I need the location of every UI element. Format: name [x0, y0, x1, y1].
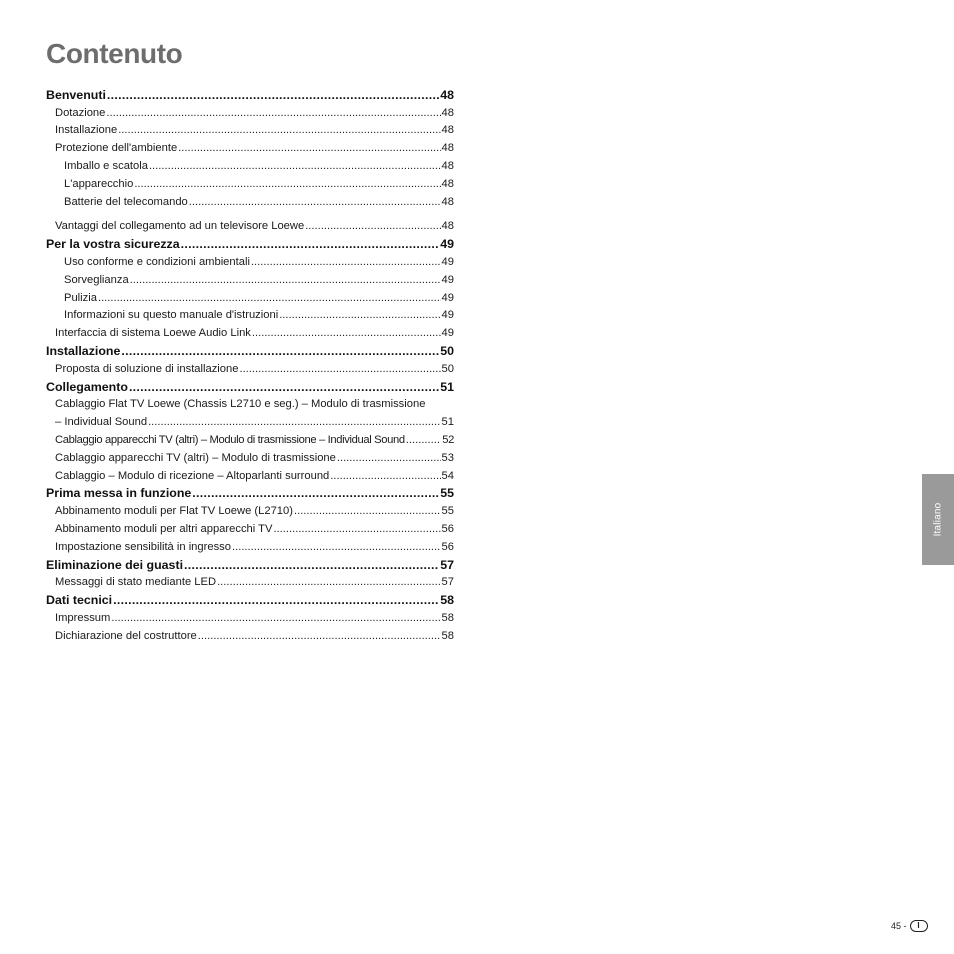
toc-entry[interactable] [46, 572, 454, 590]
toc-page-number: 52 [442, 433, 454, 446]
toc-entry[interactable] [46, 358, 454, 376]
toc-entry[interactable] [46, 251, 454, 269]
toc-leader-dots [337, 452, 441, 465]
toc-entry-title: Dichiarazione del costruttore [55, 629, 197, 642]
language-tab [922, 474, 954, 565]
toc-entry-title: Dotazione [55, 106, 106, 119]
toc-leader-dots [111, 612, 440, 625]
page-title: Contenuto [46, 38, 183, 69]
toc-leader-dots [134, 178, 440, 191]
toc-entry[interactable] [46, 518, 454, 536]
toc-leader-dots [149, 160, 441, 173]
toc-entry-title: Cablaggio apparecchi TV (altri) – Modulo di trasmissione [55, 451, 336, 464]
toc-entry-title: Proposta di soluzione di installazione [55, 362, 239, 375]
toc-leader-dots [305, 220, 440, 233]
toc-section[interactable] [46, 376, 454, 394]
toc-page-number: 48 [441, 142, 454, 155]
toc-leader-dots [252, 327, 441, 340]
toc-leader-dots [406, 434, 441, 447]
toc-page-number: 48 [441, 106, 454, 119]
toc-leader-dots [148, 416, 440, 429]
toc-leader-dots [294, 505, 441, 518]
toc-entry-title: Prima messa in funzione [46, 486, 192, 501]
toc-entry[interactable] [46, 216, 454, 234]
toc-page-number: 49 [441, 255, 454, 268]
toc-entry-title: Interfaccia di sistema Loewe Audio Link [55, 327, 251, 340]
toc-entry[interactable] [46, 155, 454, 173]
toc-page-number: 51 [440, 379, 454, 394]
toc-entry-title: Impostazione sensibilità in ingresso [55, 540, 231, 553]
toc-page-number: 57 [440, 557, 454, 572]
toc-page-number: 48 [441, 195, 454, 208]
toc-leader-dots [129, 381, 439, 394]
toc-page-number: 48 [441, 177, 454, 190]
toc-page-number: 58 [441, 629, 454, 642]
toc-leader-dots [178, 142, 440, 155]
toc-page-number: 49 [441, 309, 454, 322]
toc-page-number: 49 [440, 237, 454, 252]
toc-leader-dots [118, 124, 440, 137]
toc-leader-dots [121, 345, 439, 358]
toc-page-number: 51 [441, 416, 454, 429]
toc-leader-dots [279, 309, 440, 322]
toc-leader-dots [251, 256, 441, 269]
toc-leader-dots [330, 470, 440, 483]
toc-entry-title: Vantaggi del collegamento ad un televisore Loewe [55, 220, 305, 233]
toc-page-number: 58 [441, 611, 454, 624]
toc-entry-title: L'apparecchio [64, 177, 134, 190]
table-of-contents [46, 84, 454, 643]
toc-page-number: 54 [441, 469, 454, 482]
toc-entry[interactable] [46, 411, 454, 429]
toc-leader-dots [181, 238, 440, 251]
toc-page-number: 48 [441, 159, 454, 172]
toc-entry-title: Collegamento [46, 379, 128, 394]
toc-entry-title: Abbinamento moduli per altri apparecchi TV [55, 522, 273, 535]
toc-leader-dots [184, 559, 439, 572]
toc-section[interactable] [46, 554, 454, 572]
toc-page-number: 50 [440, 343, 454, 358]
toc-leader-dots [107, 89, 439, 102]
toc-page-number: 56 [441, 522, 454, 535]
toc-page-number: 56 [441, 540, 454, 553]
toc-entry[interactable] [46, 625, 454, 643]
toc-entry[interactable] [46, 429, 454, 447]
toc-section[interactable] [46, 84, 454, 102]
toc-entry-title: Cablaggio apparecchi TV (altri) – Modulo di trasmissione – Individual Sound [55, 433, 405, 446]
toc-entry[interactable] [46, 447, 454, 465]
toc-entry-title: Uso conforme e condizioni ambientali [64, 255, 250, 268]
toc-entry-title: Sorveglianza [64, 273, 129, 286]
language-badge-icon: I [910, 920, 928, 932]
toc-page-number: 58 [440, 593, 454, 608]
toc-entry-title: Abbinamento moduli per Flat TV Loewe (L2710) [55, 505, 293, 518]
toc-page-number: 48 [440, 87, 454, 102]
toc-entry-title: Protezione dell'ambiente [55, 142, 178, 155]
toc-entry-title: Dati tecnici [46, 593, 113, 608]
toc-entry-title: Installazione [46, 343, 121, 358]
toc-entry-title: Cablaggio – Modulo di ricezione – Altoparlanti surround [55, 469, 330, 482]
toc-leader-dots [239, 363, 440, 376]
page-number-text: 45 - [891, 921, 907, 931]
toc-leader-dots [192, 487, 439, 500]
toc-leader-dots [113, 594, 439, 607]
toc-entry[interactable] [46, 173, 454, 191]
toc-leader-dots [198, 630, 441, 643]
toc-leader-dots [217, 576, 440, 589]
toc-entry-title: Installazione [55, 124, 118, 137]
toc-page-number: 49 [441, 273, 454, 286]
toc-entry-title: – Individual Sound [55, 416, 148, 429]
toc-page-number: 49 [441, 291, 454, 304]
toc-entry-title: Pulizia [64, 291, 97, 304]
toc-entry-title: Eliminazione dei guasti [46, 557, 184, 572]
toc-leader-dots [232, 541, 441, 554]
toc-entry[interactable] [46, 465, 454, 483]
toc-section[interactable] [46, 483, 454, 501]
toc-entry[interactable] [46, 536, 454, 554]
toc-page-number: 48 [441, 220, 454, 233]
toc-page-number: 57 [441, 576, 454, 589]
toc-section[interactable] [46, 340, 454, 358]
toc-page-number: 53 [441, 451, 454, 464]
toc-leader-dots [273, 523, 440, 536]
toc-page-number: 50 [441, 362, 454, 375]
toc-section[interactable] [46, 589, 454, 607]
toc-entry-title: Informazioni su questo manuale d'istruzioni [64, 309, 279, 322]
toc-section[interactable] [46, 233, 454, 251]
toc-entry-title: Impressum [55, 611, 111, 624]
toc-entry[interactable] [46, 269, 454, 287]
toc-entry-line: Cablaggio Flat TV Loewe (Chassis L2710 e seg.) – Modulo di trasmissione [55, 398, 426, 411]
toc-entry-title: Imballo e scatola [64, 159, 148, 172]
toc-leader-dots [130, 274, 441, 287]
page-number [891, 920, 928, 932]
toc-entry[interactable] [46, 607, 454, 625]
toc-entry-title: Benvenuti [46, 87, 106, 102]
toc-leader-dots [106, 107, 440, 120]
toc-entry[interactable] [46, 191, 454, 209]
toc-page-number: 55 [441, 505, 454, 518]
language-tab-label: Italiano [932, 502, 944, 537]
toc-entry[interactable] [46, 102, 454, 120]
toc-entry[interactable] [46, 137, 454, 155]
toc-entry[interactable] [46, 500, 454, 518]
toc-entry[interactable] [46, 322, 454, 340]
toc-page-number: 49 [441, 327, 454, 340]
toc-entry[interactable] [46, 120, 454, 138]
toc-page-number: 48 [441, 124, 454, 137]
toc-entry-title: Batterie del telecomando [64, 195, 188, 208]
toc-page-number: 55 [440, 486, 454, 501]
toc-leader-dots [189, 196, 441, 209]
toc-leader-dots [98, 292, 441, 305]
toc-entry[interactable] [46, 305, 454, 323]
toc-entry-title: Messaggi di stato mediante LED [55, 576, 217, 589]
toc-entry-title: Per la vostra sicurezza [46, 237, 180, 252]
toc-entry[interactable] [46, 287, 454, 305]
